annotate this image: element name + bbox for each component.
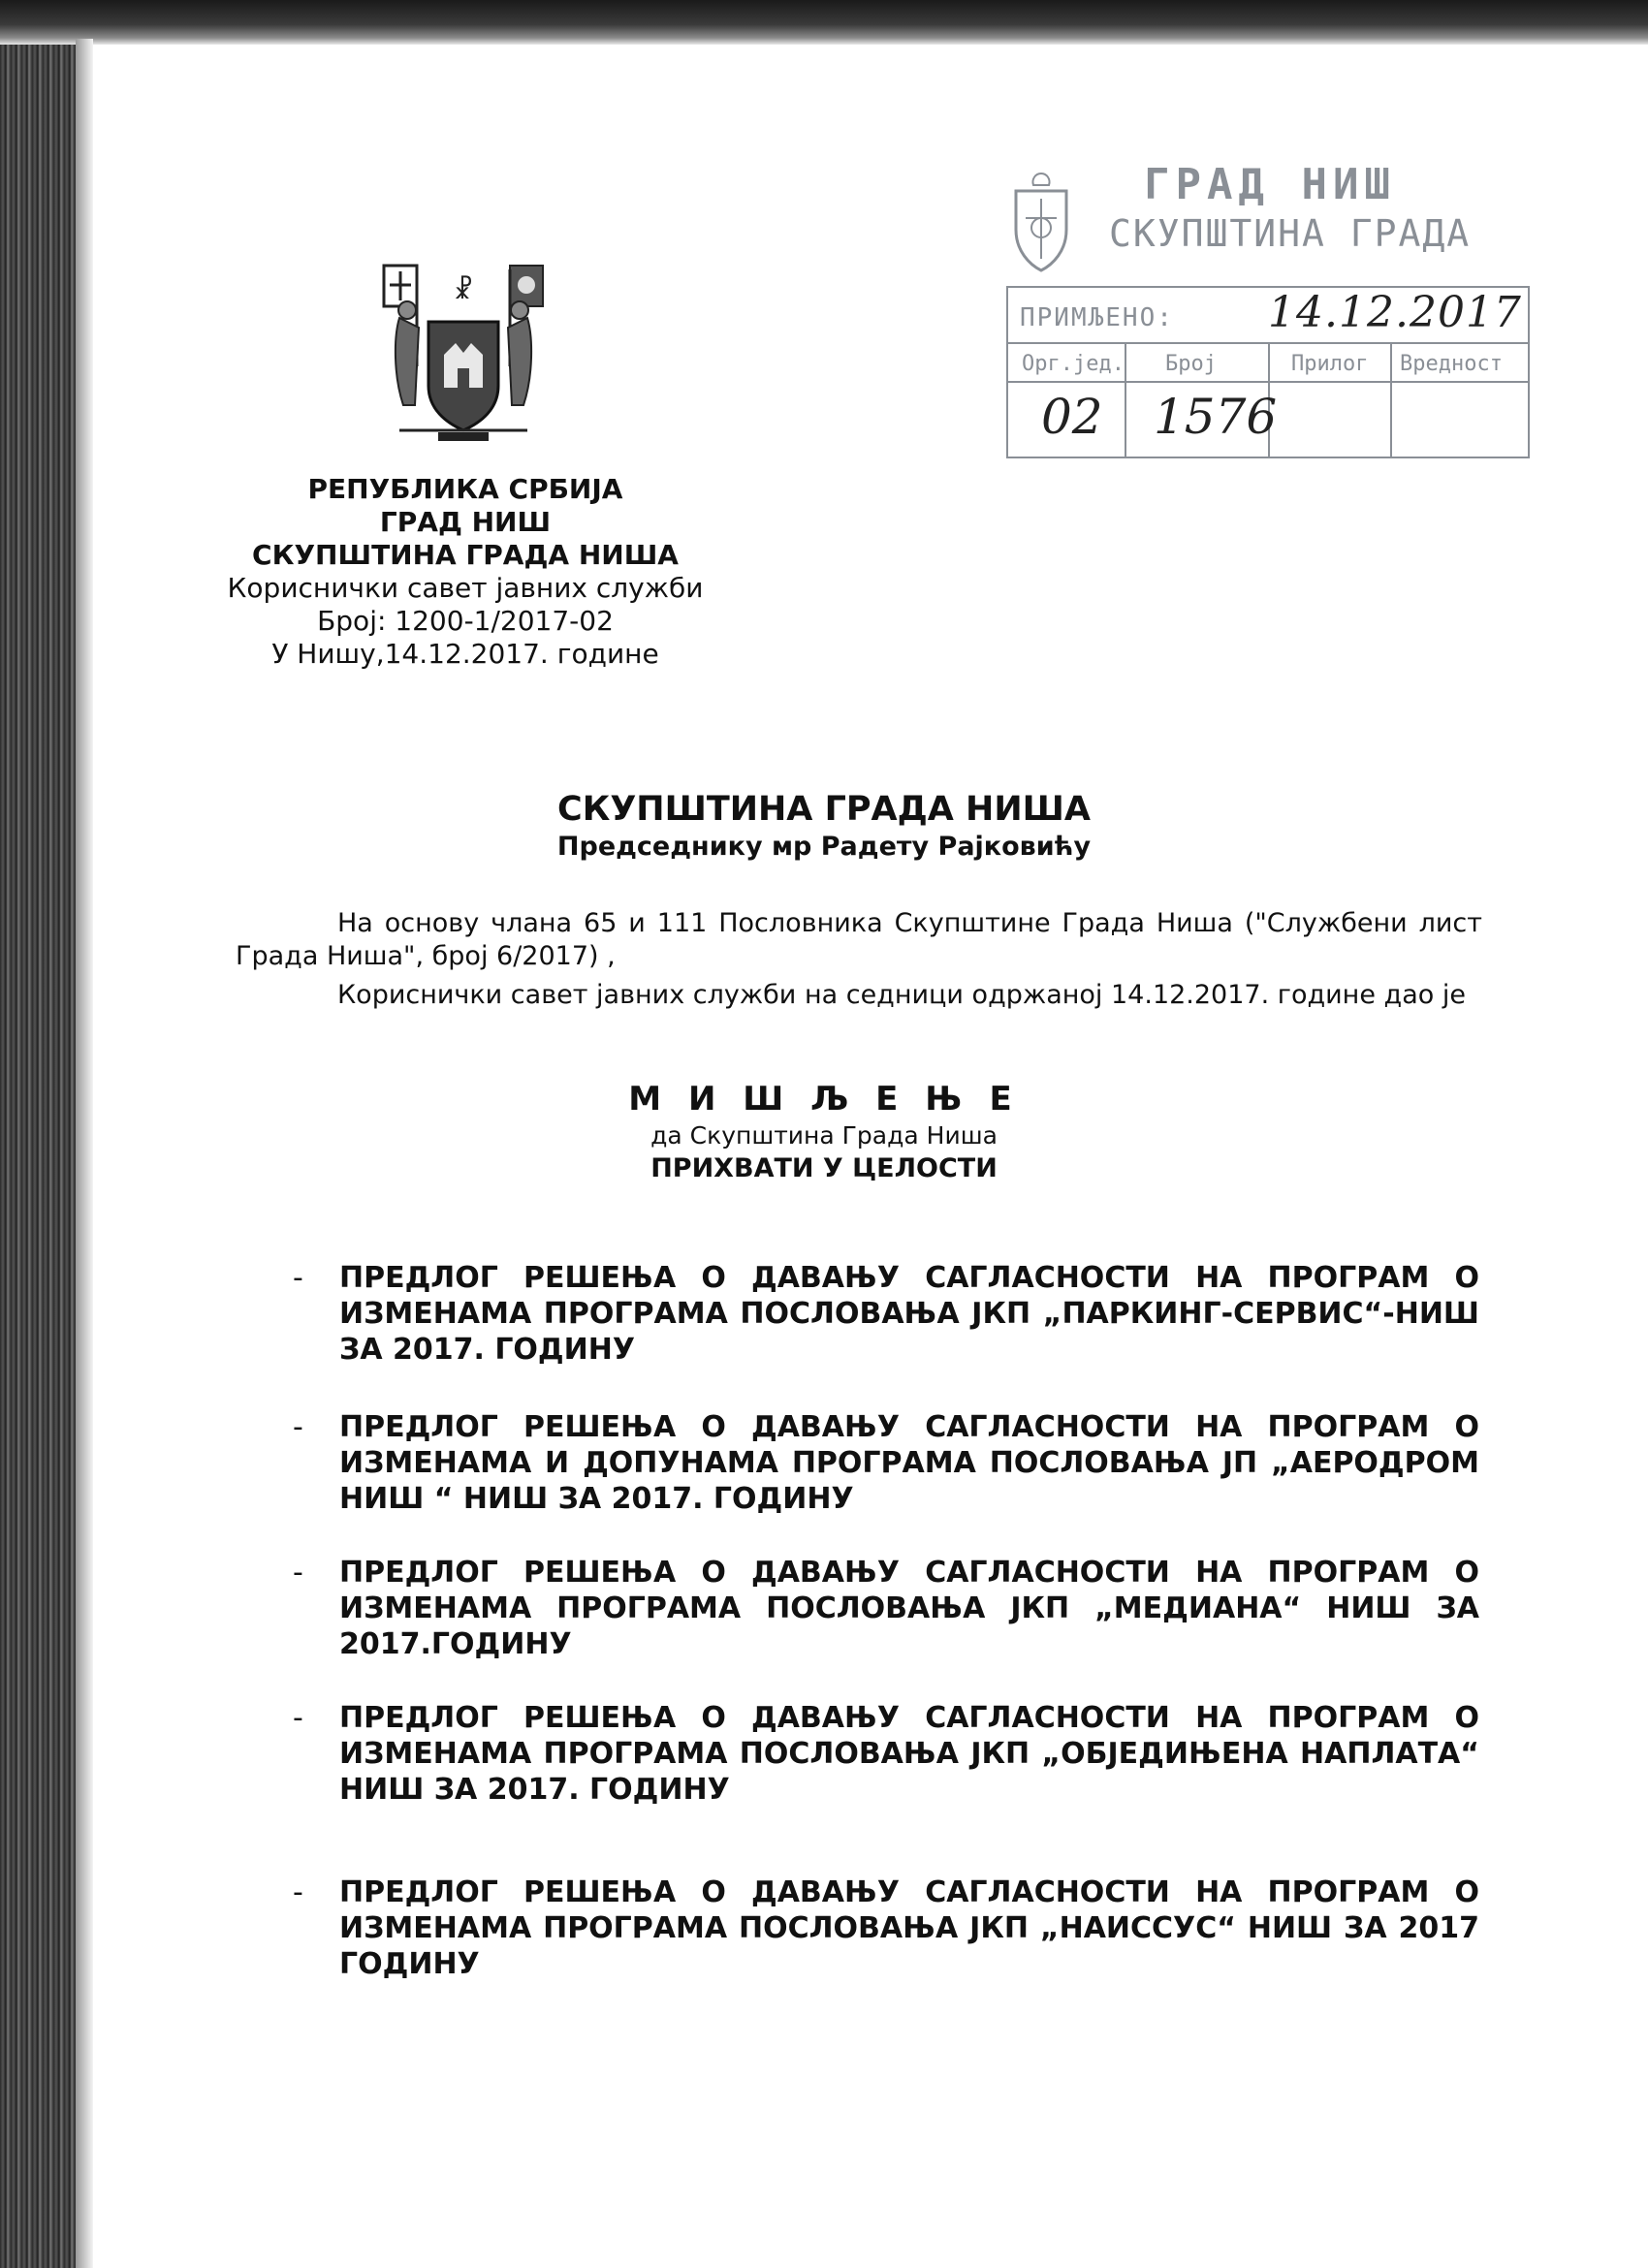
stamp-divider [1125,342,1126,457]
header-council: Кориснички савет јавних служби [227,572,704,604]
list-dash: - [293,1875,303,1909]
list-item [287,1700,1479,1808]
header-city: ГРАД НИШ [379,506,552,538]
stamp-city: ГРАД НИШ [1144,160,1396,209]
issuer-header [204,473,727,671]
received-stamp [1006,160,1530,460]
list-item [287,1409,1479,1517]
coat-of-arms-stamp-icon [1006,170,1076,276]
list-item-text: ПРЕДЛОГ РЕШЕЊА О ДАВАЊУ САГЛАСНОСТИ НА ПРОГРАМ О ИЗМЕНАМА ПРОГРАМА ПОСЛОВАЊА ЈКП „МЕДИАНА“ НИШ ЗА 2017.ГОДИНУ [339,1556,1479,1661]
addressee-title: СКУПШТИНА ГРАДА НИША [557,790,1091,829]
opinion-subtitle: да Скупштина Града Ниша [650,1121,998,1150]
opinion-title: М И Ш Љ Е Њ Е [628,1080,1020,1118]
stamp-col-number: Број [1165,352,1217,376]
stamp-col-value: Вредност [1400,352,1503,376]
list-item-text: ПРЕДЛОГ РЕШЕЊА О ДАВАЊУ САГЛАСНОСТИ НА ПРОГРАМ О ИЗМЕНАМА ПРОГРАМА ПОСЛОВАЊА ЈКП „ОБЈЕДИЊЕНА НАПЛАТА“ НИШ ЗА 2017. ГОДИНУ [339,1701,1479,1807]
list-item-text: ПРЕДЛОГ РЕШЕЊА О ДАВАЊУ САГЛАСНОСТИ НА ПРОГРАМ О ИЗМЕНАМА ПРОГРАМА ПОСЛОВАЊА ЈКП „НАИССУС“ НИШ ЗА 2017 ГОДИНУ [339,1875,1479,1981]
list-dash: - [293,1410,303,1444]
legal-basis-paragraph: На основу члана 65 и 111 Пословника Скупштине Града Ниша ("Службени лист Града Ниша", број 6/2017) , [236,908,1482,971]
list-item [287,1555,1479,1662]
stamp-number-value: 1576 [1154,389,1278,445]
stamp-registry-table [1006,286,1530,458]
stamp-divider [1390,342,1392,457]
svg-text:☧: ☧ [453,276,474,305]
list-dash: - [293,1556,303,1590]
list-item-text: ПРЕДЛОГ РЕШЕЊА О ДАВАЊУ САГЛАСНОСТИ НА ПРОГРАМ О ИЗМЕНАМА И ДОПУНАМА ПРОГРАМА ПОСЛОВАЊА ЈП „АЕРОДРОМ НИШ “ НИШ ЗА 2017. ГОДИНУ [339,1410,1479,1516]
stamp-received-date: 14.12.2017 [1268,288,1522,337]
stamp-received-label: ПРИМЉЕНО: [1020,303,1174,332]
header-number: Број: 1200-1/2017-02 [317,605,614,637]
stamp-col-attachment: Прилог [1291,352,1369,376]
header-place-date: У Нишу,14.12.2017. године [271,638,659,670]
council-statement-paragraph: Кориснички савет јавних служби на седници одржаној 14.12.2017. године дао је [337,980,1466,1010]
stamp-assembly: СКУПШТИНА ГРАДА [1109,212,1472,255]
opinion-block [0,1078,1648,1186]
opinion-accept: ПРИХВАТИ У ЦЕЛОСТИ [650,1153,998,1183]
list-dash: - [293,1261,303,1295]
header-republic: РЕПУБЛИКА СРБИЈА [307,473,623,505]
nis-coat-of-arms-icon [380,260,547,444]
header-assembly: СКУПШТИНА ГРАДА НИША [252,539,679,571]
stamp-org-unit-value: 02 [1041,389,1103,445]
scan-edge-top [0,0,1648,45]
stamp-col-org-unit: Орг.јед. [1022,352,1125,376]
list-item-text: ПРЕДЛОГ РЕШЕЊА О ДАВАЊУ САГЛАСНОСТИ НА ПРОГРАМ О ИЗМЕНАМА ПРОГРАМА ПОСЛОВАЊА ЈКП „ПАРКИНГ-СЕРВИС“-НИШ ЗА 2017. ГОДИНУ [339,1261,1479,1367]
list-dash: - [293,1701,303,1735]
addressee-block [0,788,1648,864]
addressee-recipient: Председнику мр Радету Рајковићу [556,832,1092,862]
list-item [287,1260,1479,1368]
list-item [287,1874,1479,1982]
